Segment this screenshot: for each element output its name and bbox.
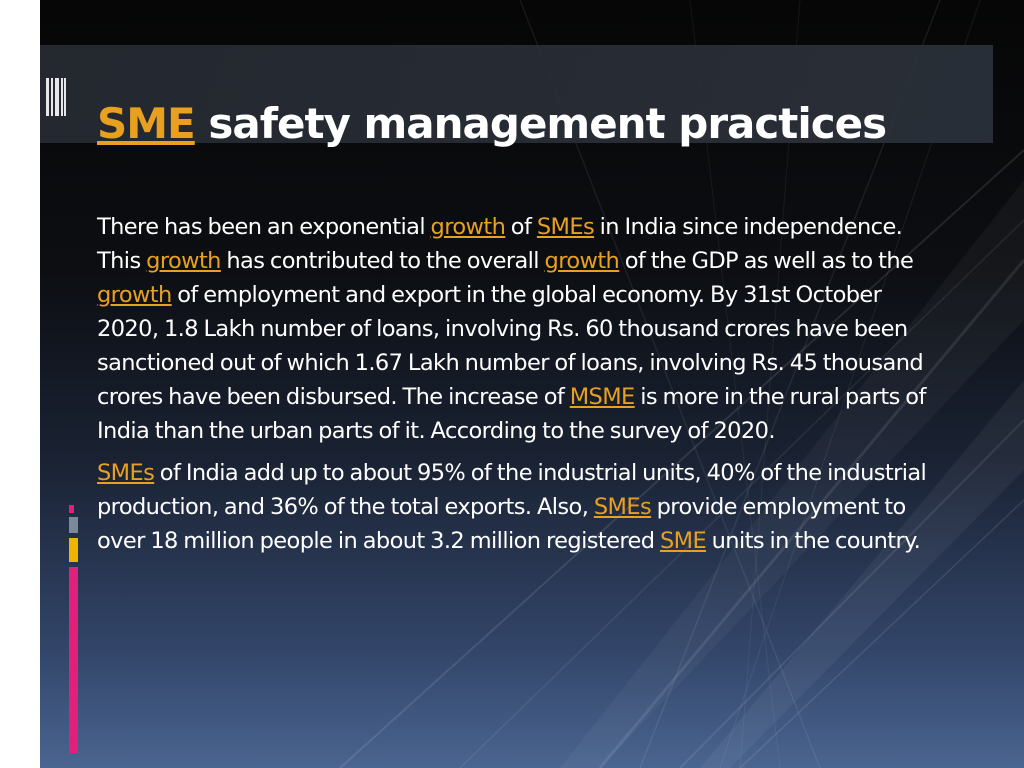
text-run: of xyxy=(505,214,537,240)
link-smes[interactable]: SMEs xyxy=(593,494,652,520)
text-run: of the GDP as well as to the xyxy=(619,248,914,274)
link-growth[interactable]: growth xyxy=(544,248,620,274)
link-growth[interactable]: growth xyxy=(430,214,506,240)
text-run: of employment and export in the global economy. By 31st October 2020, 1.8 Lakh number of loans, involving Rs. 60 thousand crores have been sanctioned out of which 1.67 Lakh number of loans, involving Rs. 45 thousand crores have been disbursed. The increase of xyxy=(97,282,924,410)
slide xyxy=(40,0,1024,768)
link-sme[interactable]: SME xyxy=(659,528,707,554)
paragraph-statistics xyxy=(97,456,947,558)
title-barcode-decoration xyxy=(46,78,66,116)
link-growth[interactable]: growth xyxy=(97,282,172,308)
link-smes[interactable]: SMEs xyxy=(97,460,155,486)
paragraph-growth xyxy=(97,210,947,448)
slide-body xyxy=(97,210,947,566)
slide-title xyxy=(97,98,977,150)
text-run: in India since independence. This xyxy=(97,214,903,274)
title-text: safety management practices xyxy=(194,99,887,148)
text-run: There has been an exponential xyxy=(97,214,431,240)
link-smes[interactable]: SMEs xyxy=(536,214,595,240)
text-run: of India add up to about 95% of the industrial units, 40% of the industrial production, and 36% of the total exports. Also, xyxy=(97,460,927,520)
text-run: provide employment to over 18 million people in about 3.2 million registered xyxy=(97,494,906,554)
text-run: has contributed to the overall xyxy=(220,248,545,274)
link-growth[interactable]: growth xyxy=(146,248,221,274)
text-run: is more in the rural parts of India than the urban parts of it. According to the survey of 2020. xyxy=(97,384,926,444)
link-msme[interactable]: MSME xyxy=(569,384,635,410)
left-margin-strip xyxy=(0,0,40,768)
text-run: units in the country. xyxy=(706,528,921,554)
title-link-sme[interactable]: SME xyxy=(97,99,195,148)
